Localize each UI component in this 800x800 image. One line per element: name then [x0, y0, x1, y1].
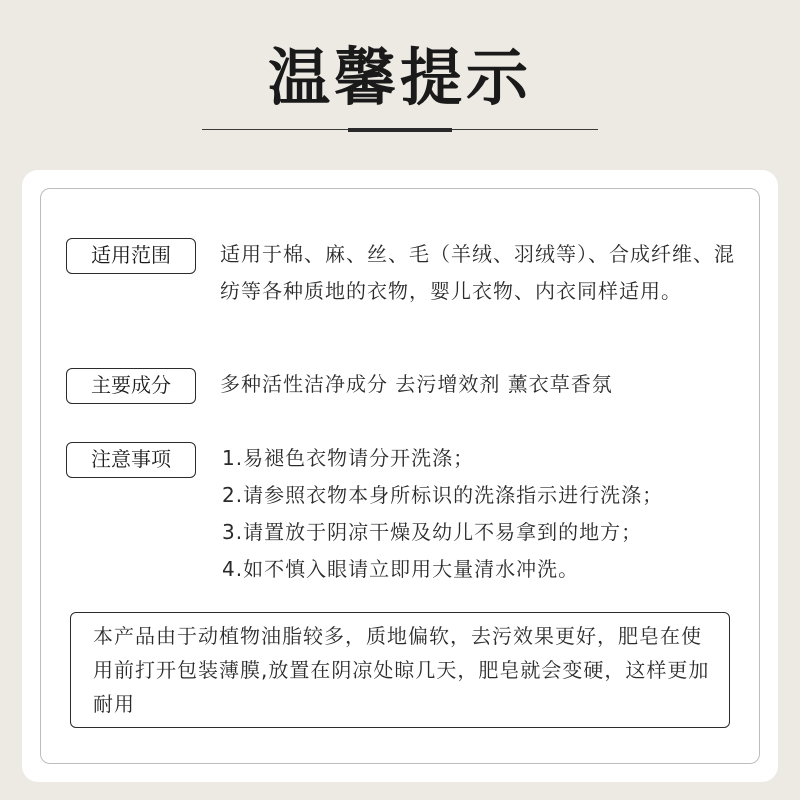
title-divider-accent — [348, 128, 452, 132]
page-title: 温馨提示 — [267, 41, 532, 114]
section-label-scope: 适用范围 — [66, 238, 196, 274]
precaution-item: 2.请参照衣物本身所标识的洗涤指示进行洗涤； — [222, 483, 664, 507]
notice-box: 本产品由于动植物油脂较多，质地偏软，去污效果更好，肥皂在使用前打开包装薄膜,放置在阴凉处晾几天，肥皂就会变硬，这样更加耐用 — [70, 612, 730, 728]
precaution-item: 3.请置放于阴凉干燥及幼儿不易拿到的地方； — [222, 520, 643, 544]
section-label-precautions: 注意事项 — [66, 442, 196, 478]
section-text-scope: 适用于棉、麻、丝、毛（羊绒、羽绒等）、合成纤维、混纺等各种质地的衣物，婴儿衣物、内衣同样适用。 — [220, 242, 735, 303]
section-label-ingredients: 主要成分 — [66, 368, 196, 404]
precaution-item: 1.易褪色衣物请分开洗涤； — [222, 446, 475, 470]
precautions-list — [222, 440, 742, 588]
precaution-item: 4.如不慎入眼请立即用大量清水冲洗。 — [222, 557, 580, 581]
section-text-ingredients: 多种活性洁净成分 去污增效剂 薰衣草香氛 — [220, 372, 613, 396]
